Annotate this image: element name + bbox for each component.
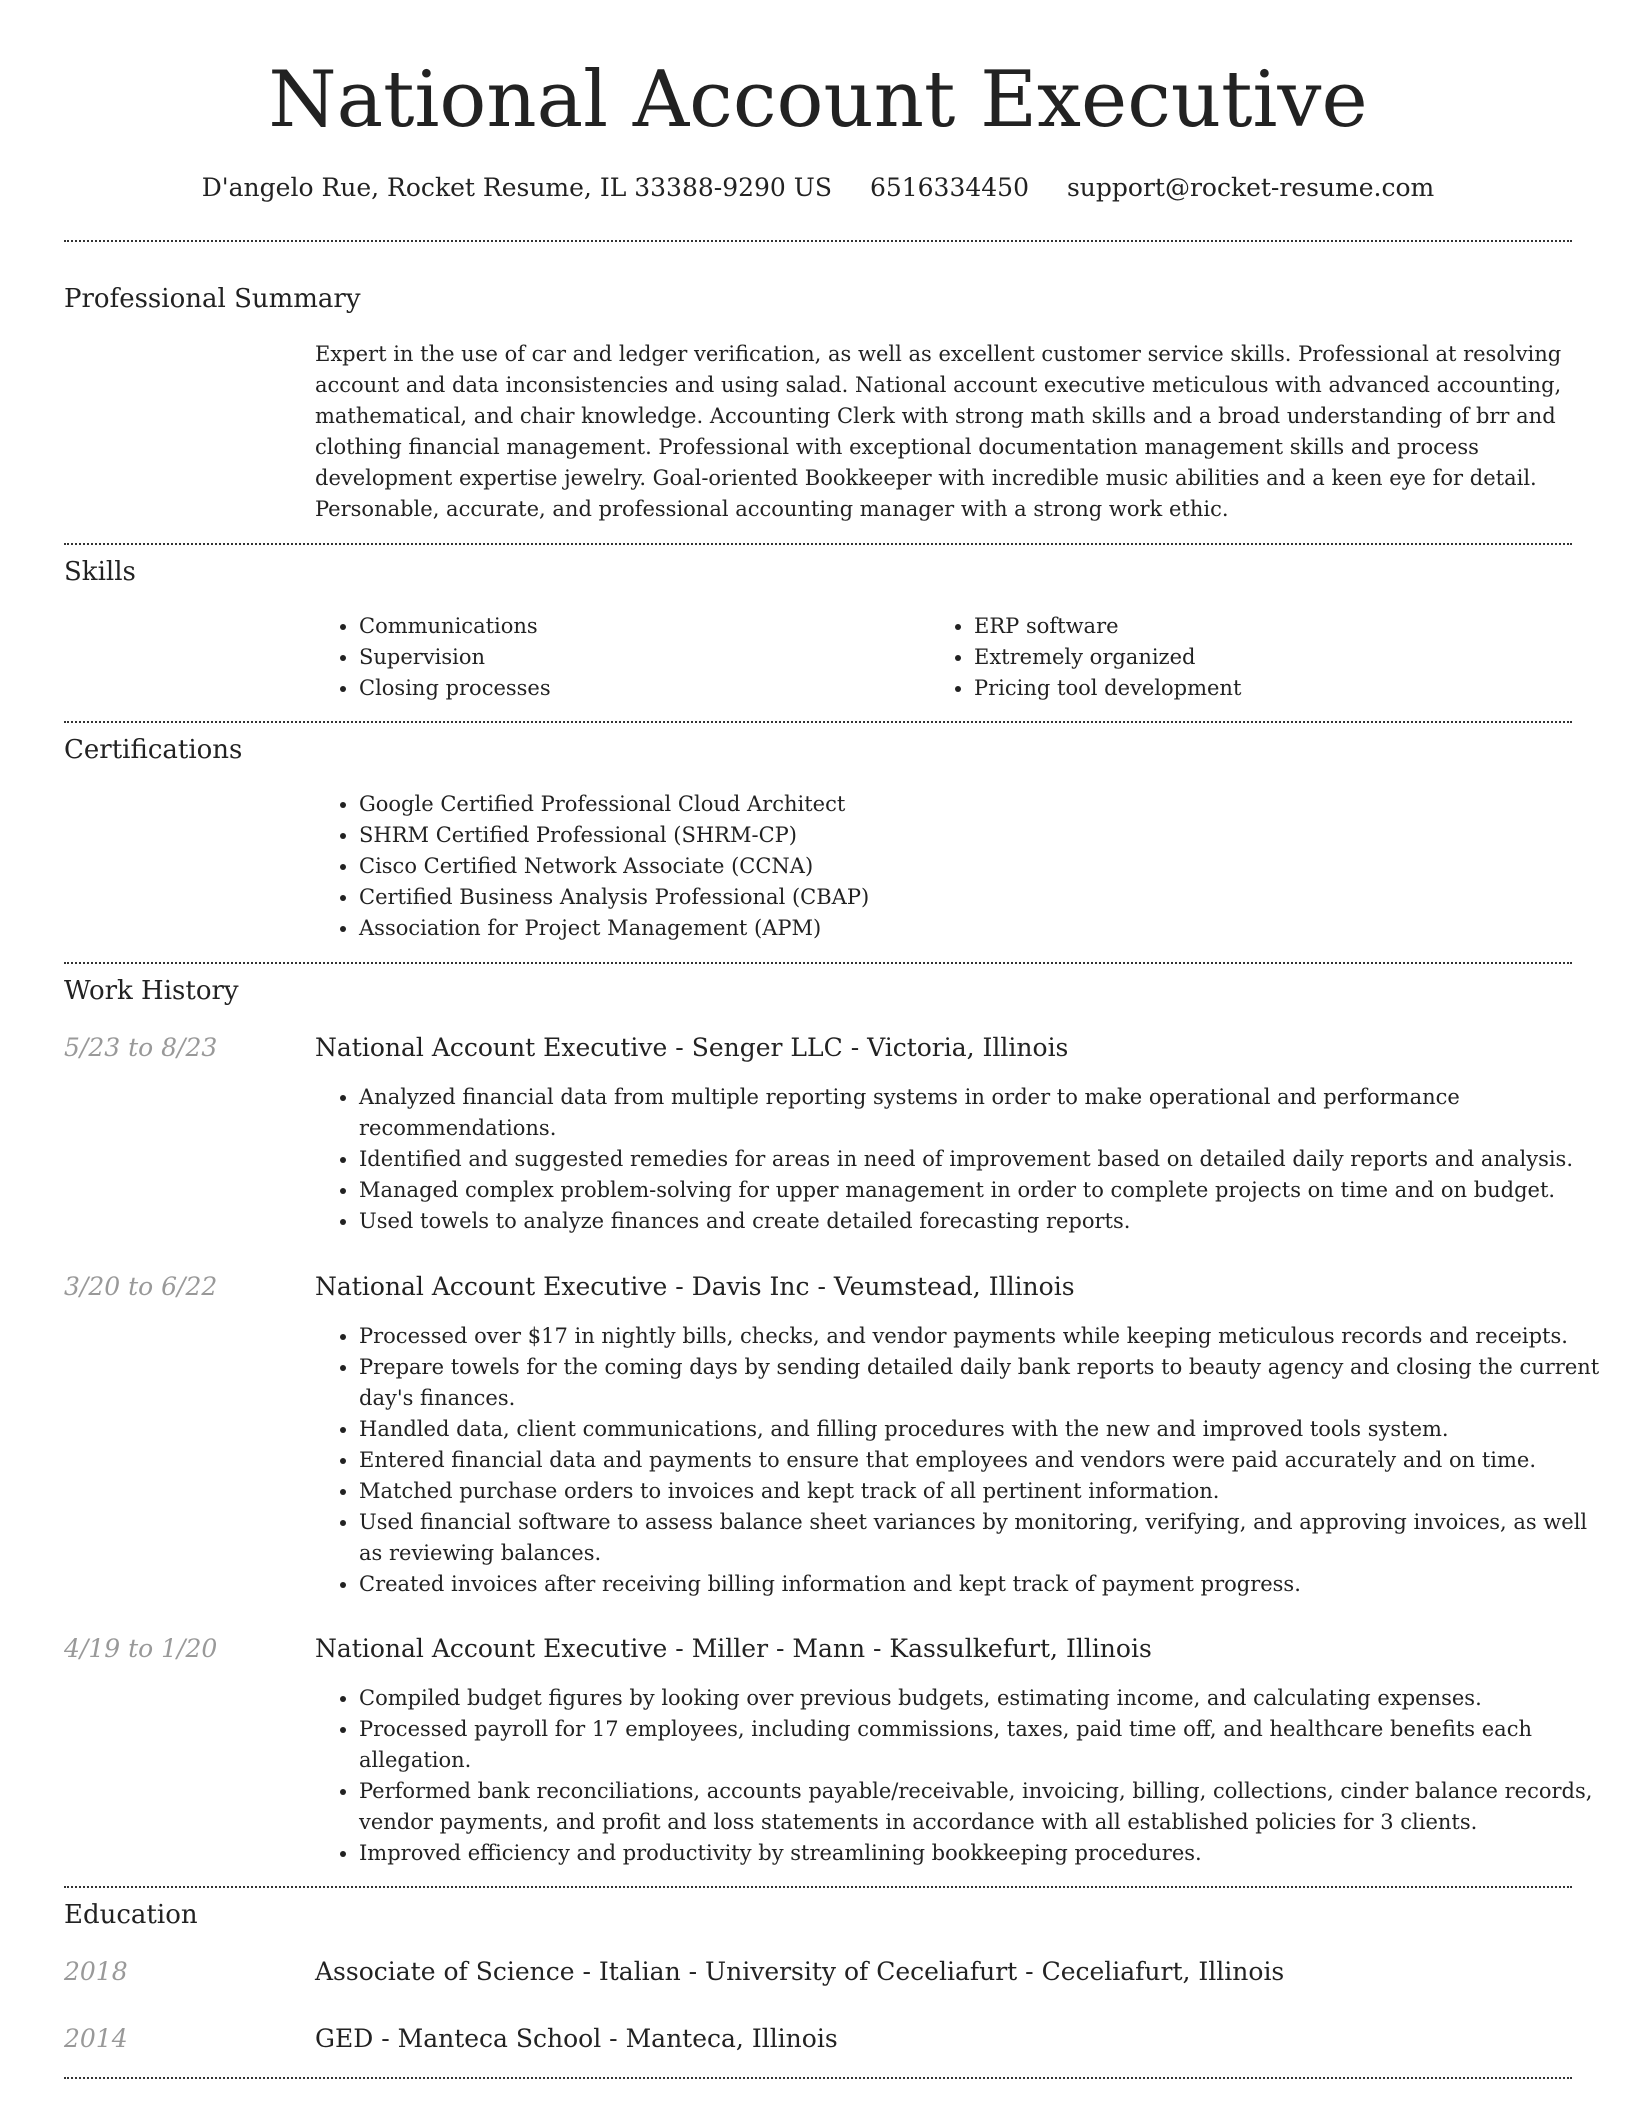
- skills-list-right: [930, 611, 1574, 704]
- list-item: • Prepare towels for the coming days by sending detailed daily bank reports to beauty agency and closing the current day's finances.: [359, 1352, 1616, 1414]
- contact-phone: 6516334450: [869, 173, 1029, 202]
- education-year: 2014: [64, 2024, 128, 2053]
- job-company: Davis Inc: [691, 1272, 810, 1301]
- education-entry: Associate of Science - Italian - University of Ceceliafurt - Ceceliafurt, Illinois: [315, 1957, 1285, 1986]
- separator: -: [865, 1634, 890, 1663]
- divider: [64, 240, 1572, 242]
- list-item: • Performed bank reconciliations, accounts payable/receivable, invoicing, billing, collections, cinder balance records, vendor payments, and profit and loss statements in accordance with all established policies for 3 clients.: [359, 1776, 1616, 1838]
- skills-list-left: [315, 611, 919, 704]
- list-item: • Supervision: [359, 642, 919, 673]
- resume-title: National Account Executive: [268, 55, 1368, 145]
- list-item: • Cisco Certified Network Associate (CCNA): [359, 851, 1609, 882]
- list-item: • Entered financial data and payments to ensure that employees and vendors were paid accurately and on time.: [359, 1445, 1616, 1476]
- list-item: • Analyzed financial data from multiple reporting systems in order to make operational and performance recommendations.: [359, 1082, 1616, 1144]
- divider: [64, 1886, 1572, 1888]
- separator: -: [842, 1033, 868, 1062]
- list-item: • Closing processes: [359, 673, 919, 704]
- section-title-skills: Skills: [64, 557, 136, 587]
- job-heading: [315, 1031, 1068, 1065]
- contact-line: [64, 170, 1572, 206]
- list-item: • Compiled budget figures by looking over previous budgets, estimating income, and calculating expenses.: [359, 1683, 1616, 1714]
- list-item: • Certified Business Analysis Professional (CBAP): [359, 882, 1609, 913]
- job-bullets: [315, 1082, 1616, 1237]
- list-item: • Pricing tool development: [974, 673, 1574, 704]
- list-item: • Extremely organized: [974, 642, 1574, 673]
- job-heading: [315, 1270, 1075, 1304]
- list-item: • Improved efficiency and productivity by streamlining bookkeeping procedures.: [359, 1838, 1616, 1869]
- contact-address: D'angelo Rue, Rocket Resume, IL 33388-9290 US: [201, 173, 832, 202]
- divider: [64, 721, 1572, 723]
- list-item: • Matched purchase orders to invoices and kept track of all pertinent information.: [359, 1476, 1616, 1507]
- education-entry: GED - Manteca School - Manteca, Illinois: [315, 2024, 838, 2053]
- list-item: • Association for Project Management (APM): [359, 913, 1609, 944]
- job-bullets: [315, 1321, 1616, 1600]
- section-title-certifications: Certifications: [64, 735, 243, 765]
- divider: [64, 962, 1572, 964]
- job-dates: 5/23 to 8/23: [64, 1033, 218, 1062]
- list-item: • Processed payroll for 17 employees, including commissions, taxes, paid time off, and healthcare benefits each allegation.: [359, 1714, 1616, 1776]
- divider: [64, 543, 1572, 545]
- list-item: • Used financial software to assess balance sheet variances by monitoring, verifying, and approving invoices, as well as reviewing balances.: [359, 1507, 1616, 1569]
- job-heading: [315, 1632, 1152, 1666]
- list-item: • Used towels to analyze finances and create detailed forecasting reports.: [359, 1206, 1616, 1237]
- section-title-education: Education: [64, 1900, 198, 1930]
- job-company: Miller - Mann: [691, 1634, 866, 1663]
- separator: -: [667, 1634, 692, 1663]
- job-location: Victoria, Illinois: [867, 1033, 1069, 1062]
- list-item: • Identified and suggested remedies for areas in need of improvement based on detailed daily reports and analysis.: [359, 1144, 1616, 1175]
- separator: -: [667, 1033, 692, 1062]
- list-item: • Processed over $17 in nightly bills, checks, and vendor payments while keeping meticulous records and receipts.: [359, 1321, 1616, 1352]
- job-dates: 3/20 to 6/22: [64, 1272, 218, 1301]
- list-item: • ERP software: [974, 611, 1574, 642]
- list-item: • Google Certified Professional Cloud Architect: [359, 789, 1609, 820]
- contact-email: support@rocket-resume.com: [1066, 173, 1435, 202]
- job-dates: 4/19 to 1/20: [64, 1634, 218, 1663]
- divider: [64, 2077, 1572, 2079]
- education-year: 2018: [64, 1957, 128, 1986]
- list-item: • Created invoices after receiving billing information and kept track of payment progress.: [359, 1569, 1616, 1600]
- list-item: • Managed complex problem-solving for upper management in order to complete projects on time and on budget.: [359, 1175, 1616, 1206]
- section-title-work-history: Work History: [64, 976, 239, 1006]
- job-location: Veumstead, Illinois: [833, 1272, 1075, 1301]
- certifications-list: [315, 789, 1609, 944]
- list-item: • Handled data, client communications, and filling procedures with the new and improved tools system.: [359, 1414, 1616, 1445]
- list-item: • Communications: [359, 611, 919, 642]
- job-title: National Account Executive: [315, 1033, 668, 1062]
- separator: -: [809, 1272, 834, 1301]
- job-company: Senger LLC: [691, 1033, 843, 1062]
- separator: -: [667, 1272, 692, 1301]
- summary-text: Expert in the use of car and ledger verification, as well as excellent customer service skills. Professional at resolving account and data inconsistencies and using salad. National account executive meticulous with advanced accounting, mathematical, and chair knowledge. Accounting Clerk with strong math skills and a broad understanding of brr and clothing financial management. Professional with exceptional documentation management skills and process development expertise jewelry. Goal-oriented Bookkeeper with incredible music abilities and a keen eye for detail. Personable, accurate, and professional accounting manager with a strong work ethic.: [315, 342, 1562, 521]
- job-title: National Account Executive: [315, 1272, 668, 1301]
- job-bullets: [315, 1683, 1616, 1869]
- job-title: National Account Executive: [315, 1634, 668, 1663]
- list-item: • SHRM Certified Professional (SHRM-CP): [359, 820, 1609, 851]
- section-title-summary: Professional Summary: [64, 284, 361, 314]
- job-location: Kassulkefurt, Illinois: [889, 1634, 1152, 1663]
